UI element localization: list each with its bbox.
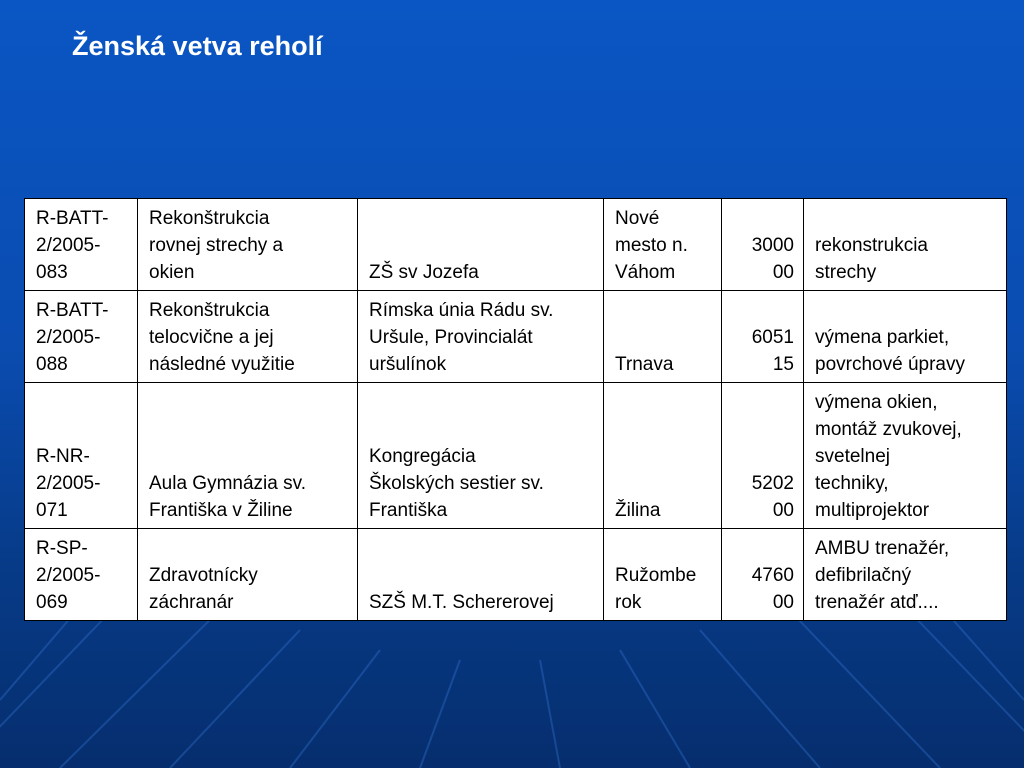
amount-cell	[722, 291, 804, 383]
project-id: R-NR- 2/2005- 071	[36, 446, 101, 521]
project-name: Zdravotnícky záchranár	[149, 565, 258, 613]
purpose: AMBU trenažér, defibrilačný trenažér atď....	[815, 538, 950, 613]
city: Žilina	[615, 500, 661, 521]
project-name-cell	[138, 199, 358, 291]
table-row	[25, 291, 1007, 383]
project-id-cell	[25, 383, 138, 529]
amount: 3000 00	[751, 235, 794, 283]
applicant: ZŠ sv Jozefa	[369, 262, 479, 283]
applicant: SZŠ M.T. Schererovej	[369, 592, 554, 613]
applicant: Rímska únia Rádu sv. Uršule, Provincialát uršulínok	[369, 300, 554, 375]
amount-cell	[722, 199, 804, 291]
project-name: Aula Gymnázia sv. Františka v Žiline	[149, 473, 306, 521]
project-name: Rekonštrukcia rovnej strechy a okien	[149, 208, 284, 283]
project-name-cell	[138, 383, 358, 529]
project-id: R-BATT- 2/2005- 088	[36, 300, 109, 375]
applicant: Kongregácia Školských sestier sv. Františka	[369, 446, 544, 521]
purpose-cell	[804, 529, 1007, 621]
city-cell	[604, 529, 722, 621]
city-cell	[604, 199, 722, 291]
city-cell	[604, 383, 722, 529]
purpose-cell	[804, 383, 1007, 529]
purpose-cell	[804, 199, 1007, 291]
amount-cell	[722, 383, 804, 529]
project-id: R-SP- 2/2005- 069	[36, 538, 101, 613]
applicant-cell	[358, 291, 604, 383]
city: Ružombe rok	[615, 565, 697, 613]
applicant-cell	[358, 529, 604, 621]
amount-cell	[722, 529, 804, 621]
purpose-cell	[804, 291, 1007, 383]
city: Trnava	[615, 354, 674, 375]
amount: 4760 00	[751, 565, 794, 613]
project-name-cell	[138, 529, 358, 621]
project-id-cell	[25, 199, 138, 291]
applicant-cell	[358, 383, 604, 529]
project-name: Rekonštrukcia telocvične a jej následné využitie	[149, 300, 295, 375]
table-row	[25, 199, 1007, 291]
amount: 6051 15	[751, 327, 794, 375]
table-row	[25, 529, 1007, 621]
table-row	[25, 383, 1007, 529]
city-cell	[604, 291, 722, 383]
applicant-cell	[358, 199, 604, 291]
purpose: rekonstrukcia strechy	[815, 235, 928, 283]
city: Nové mesto n. Váhom	[615, 208, 688, 283]
project-name-cell	[138, 291, 358, 383]
grants-table	[24, 198, 1007, 621]
slide-title: Ženská vetva reholí	[72, 31, 323, 61]
project-id-cell	[25, 291, 138, 383]
purpose: výmena okien, montáž zvukovej, svetelnej techniky, multiprojektor	[815, 392, 962, 521]
purpose: výmena parkiet, povrchové úpravy	[815, 327, 965, 375]
project-id: R-BATT- 2/2005- 083	[36, 208, 109, 283]
amount: 5202 00	[751, 473, 794, 521]
project-id-cell	[25, 529, 138, 621]
